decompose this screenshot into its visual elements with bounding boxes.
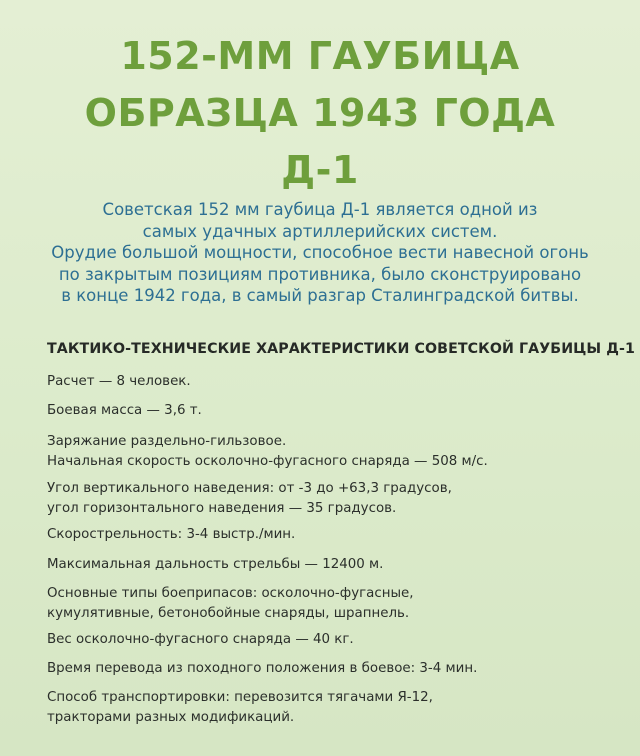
intro-paragraph: [0, 199, 640, 307]
spec-line: Вес осколочно-фугасного снаряда — 40 кг.: [47, 632, 354, 647]
spec-line: Угол вертикального наведения: от -3 до +63,3 градусов,: [47, 481, 452, 496]
title-line-3: Д-1: [281, 148, 359, 192]
spec-item-mass: [47, 401, 202, 421]
spec-item-crew: [47, 372, 191, 392]
intro-line: по закрытым позициям противника, было сконструировано: [58, 264, 582, 284]
spec-line: Основные типы боеприпасов: осколочно-фугасные,: [47, 586, 414, 601]
spec-line: Скорострельность: 3-4 выстр./мин.: [47, 527, 296, 542]
spec-line: Начальная скорость осколочно-фугасного снаряда — 508 м/с.: [47, 453, 488, 469]
spec-line: Максимальная дальность стрельбы — 12400 м.: [47, 557, 384, 572]
spec-line: Расчет — 8 человек.: [47, 374, 191, 389]
intro-line: самых удачных артиллерийских систем.: [142, 221, 498, 241]
title-line-1: 152-ММ ГАУБИЦА: [120, 34, 520, 78]
spec-item-transport: [47, 688, 433, 727]
spec-line: Боевая масса — 3,6 т.: [47, 403, 202, 418]
spec-line: Заряжание раздельно-гильзовое.: [47, 434, 287, 449]
intro-line: Советская 152 мм гаубица Д-1 является одной из: [102, 200, 538, 219]
page-title: [0, 28, 640, 199]
spec-line: Время перевода из походного положения в боевое: 3-4 мин.: [47, 661, 478, 676]
spec-item-deployment-time: [47, 659, 477, 679]
intro-line: Орудие большой мощности, способное вести навесной огонь: [51, 243, 589, 262]
spec-line: Способ транспортировки: перевозится тягачами Я-12,: [47, 690, 433, 705]
intro-line: в конце 1942 года, в самый разгар Сталинградской битвы.: [61, 286, 579, 305]
specs-heading: ТАКТИКО-ТЕХНИЧЕСКИЕ ХАРАКТЕРИСТИКИ СОВЕТСКОЙ ГАУБИЦЫ Д-1: [47, 341, 635, 357]
spec-item-shell-weight: [47, 630, 354, 650]
spec-item-rate-of-fire: [47, 525, 295, 545]
title-line-2: ОБРАЗЦА 1943 ГОДА: [84, 91, 556, 135]
spec-line: угол горизонтального наведения — 35 градусов.: [47, 500, 397, 516]
spec-item-elevation: [47, 479, 452, 518]
spec-line: тракторами разных модификаций.: [47, 709, 295, 725]
spec-item-loading: [47, 432, 488, 471]
spec-line: кумулятивные, бетонобойные снаряды, шрапнель.: [47, 605, 410, 621]
spec-item-range: [47, 555, 383, 575]
spec-item-ammunition: [47, 584, 414, 623]
